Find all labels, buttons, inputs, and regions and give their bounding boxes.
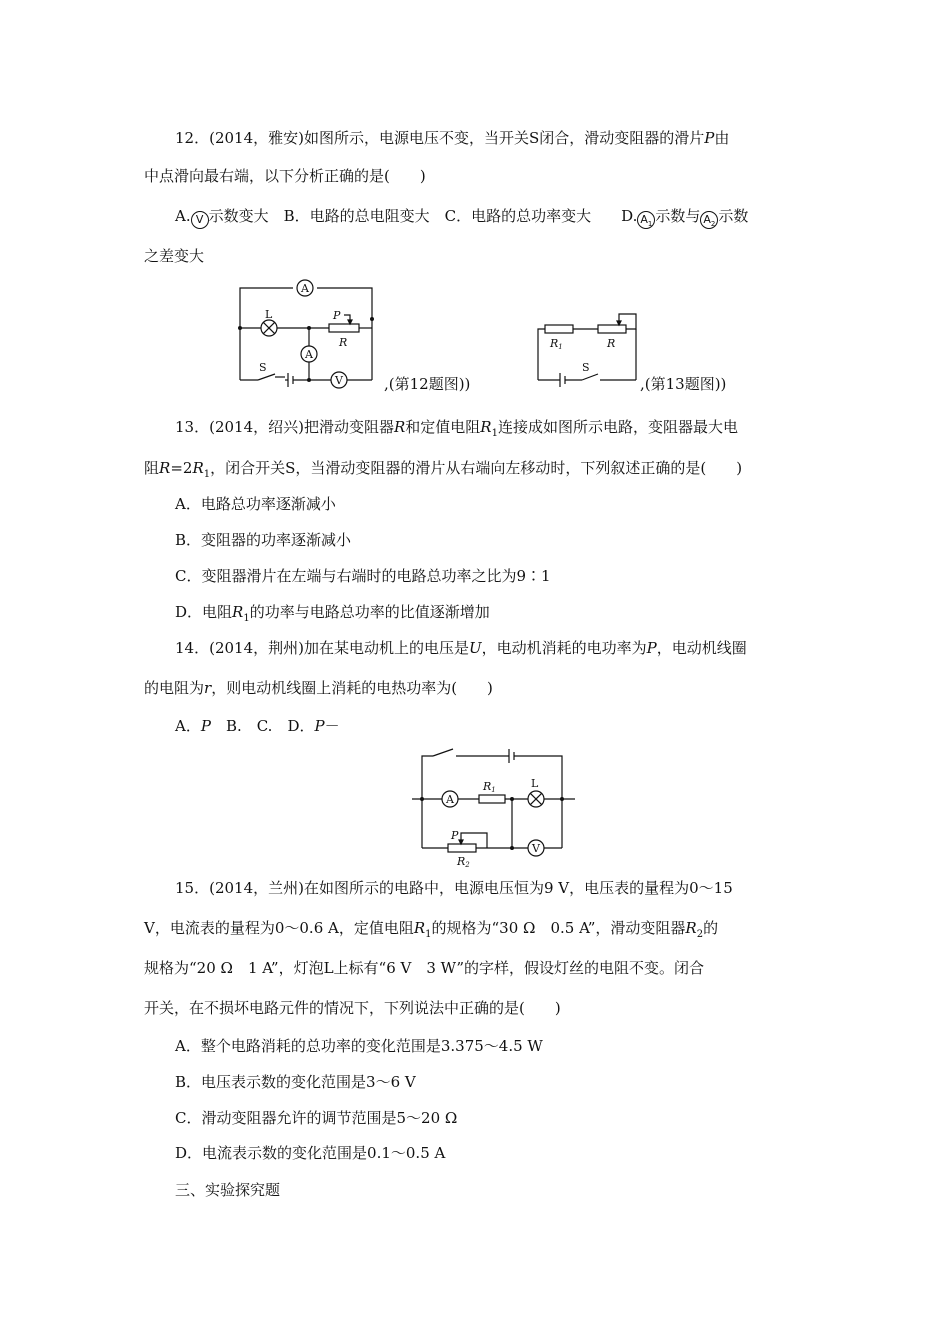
q15-option-c: C．滑动变阻器允许的调节范围是5～20 Ω bbox=[175, 1109, 458, 1127]
q13-option-d: D．电阻$R_1$的功率与电路总功率的比值逐渐增加 bbox=[175, 603, 490, 624]
q15-line-2: V，电流表的量程为0～0.6 A，定值电阻$R_1$的规格为“30 Ω 0.5 A”，滑动变阻器$R_2$的 bbox=[144, 919, 719, 940]
svg-text:S: S bbox=[582, 361, 590, 374]
q12-line-2: 中点滑向最右端，以下分析正确的是( ) bbox=[144, 167, 426, 185]
q13-circuit-diagram bbox=[528, 305, 643, 390]
q15-option-b: B．电压表示数的变化范围是3～6 V bbox=[175, 1073, 416, 1091]
q14-line-2: 的电阻为r，则电动机线圈上消耗的电热功率为( ) bbox=[144, 679, 493, 697]
svg-text:A: A bbox=[301, 282, 309, 295]
q12-caption: ,(第12题图)) bbox=[384, 375, 471, 393]
q15-circuit-diagram bbox=[405, 745, 575, 870]
ammeter-2-icon: $A_2$ bbox=[700, 211, 718, 229]
svg-text:R2: R2 bbox=[457, 855, 470, 869]
q12-line-4: 之差变大 bbox=[144, 247, 205, 265]
voltmeter-icon: V bbox=[191, 211, 209, 229]
q13-caption: ,(第13题图)) bbox=[640, 375, 727, 393]
q13-line-1: 13．(2014，绍兴)把滑动变阻器R和定值电阻$R_1$连接成如图所示电路，变阻器最大电 bbox=[175, 418, 738, 439]
q13-option-c: C．变阻器滑片在左端与右端时的电路总功率之比为9∶1 bbox=[175, 567, 551, 585]
q15-line-4: 开关，在不损坏电路元件的情况下，下列说法中正确的是( ) bbox=[144, 999, 561, 1017]
q14-options: A．P B. C. D．P－ bbox=[175, 717, 340, 735]
svg-text:R: R bbox=[339, 336, 348, 349]
ammeter-1-icon: $A_1$ bbox=[637, 211, 655, 229]
q15-option-a: A．整个电路消耗的总功率的变化范围是3.375～4.5 W bbox=[175, 1037, 543, 1055]
q15-line-3: 规格为“20 Ω 1 A”，灯泡L上标有“6 V 3 W”的字样，假设灯丝的电阻不变。闭合 bbox=[144, 959, 705, 977]
svg-text:R: R bbox=[607, 337, 616, 350]
svg-text:L: L bbox=[265, 308, 273, 321]
svg-text:L: L bbox=[531, 777, 539, 790]
svg-text:S: S bbox=[259, 361, 267, 374]
q15-option-d: D．电流表示数的变化范围是0.1～0.5 A bbox=[175, 1144, 446, 1162]
q13-option-a: A．电路总功率逐渐减小 bbox=[175, 495, 336, 513]
svg-text:R1: R1 bbox=[483, 780, 496, 794]
svg-text:V: V bbox=[532, 842, 540, 855]
q13-option-b: B．变阻器的功率逐渐减小 bbox=[175, 531, 352, 549]
svg-text:P: P bbox=[333, 309, 341, 322]
q12-circuit-diagram bbox=[225, 275, 385, 390]
q13-line-2: 阻$R=2R_1$，闭合开关S，当滑动变阻器的滑片从右端向左移动时，下列叙述正确的是( ) bbox=[144, 459, 743, 480]
svg-text:V: V bbox=[335, 374, 343, 387]
svg-text:A: A bbox=[305, 348, 313, 361]
q14-line-1: 14．(2014，荆州)加在某电动机上的电压是U，电动机消耗的电功率为P，电动机线圈 bbox=[175, 639, 747, 657]
q12-options: A. V 示数变大 B．电路的总电阻变大 C．电路的总功率变大 D. $A_1$ 示数与 $A_2$ 示数 bbox=[175, 207, 749, 229]
svg-text:P: P bbox=[451, 829, 459, 842]
q12-line-1: 12．(2014，雅安)如图所示，电源电压不变，当开关S闭合，滑动变阻器的滑片P由 bbox=[175, 129, 730, 147]
section-heading: 三、实验探究题 bbox=[175, 1181, 281, 1199]
svg-text:R1: R1 bbox=[550, 337, 563, 351]
svg-text:A: A bbox=[446, 793, 454, 806]
q15-line-1: 15．(2014，兰州)在如图所示的电路中，电源电压恒为9 V，电压表的量程为0～15 bbox=[175, 879, 733, 897]
